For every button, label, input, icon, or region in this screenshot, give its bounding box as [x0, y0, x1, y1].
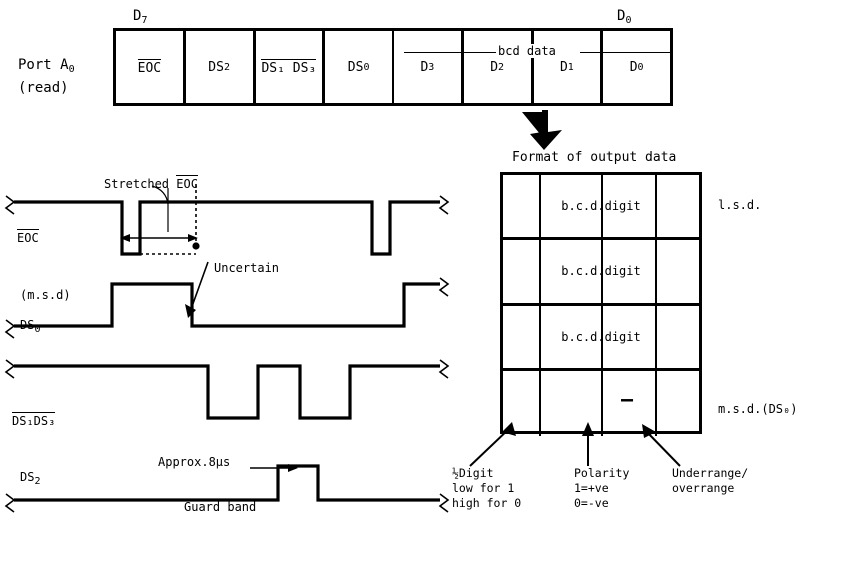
annotation-guard-band: Guard band [184, 500, 257, 514]
byte-cell-ds0-label: DS [347, 59, 364, 75]
signal-label-ds1ds3: DS₁DS₃ [12, 414, 56, 428]
output-data-format-box [500, 172, 702, 434]
waveform-eoc [6, 184, 448, 318]
byte-cell-d1-label: D [559, 59, 568, 75]
port-a-byte-map [113, 28, 673, 106]
bit-label-d0: $D_0$ [617, 8, 632, 26]
annotation-approx-8us: Approx.8µs [158, 455, 231, 469]
waveform-ds1ds3 [6, 360, 448, 418]
byte-cell-d1: D 1 [534, 31, 604, 103]
timing-waveforms [0, 170, 480, 510]
format-row-1 [503, 175, 699, 240]
format-row-3-text: b.c.d.digit [561, 329, 641, 344]
port-a-label-read: (read) [18, 80, 69, 96]
byte-cell-eoc-label: EOC [137, 60, 162, 76]
caption-underrange-overrange: Underrange/ overrange [672, 466, 749, 495]
bcd-data-label: bcd data [498, 44, 556, 58]
annotation-uncertain: Uncertain [214, 261, 280, 275]
format-side-label-lsd: l.s.d. [718, 198, 762, 212]
caption-arrows-icon [440, 418, 710, 468]
byte-cell-eoc [116, 31, 186, 103]
port-a-label-text: Port A [18, 57, 69, 73]
signal-label-ds0: $DS_0$ [20, 318, 41, 335]
flow-arrow-icon [518, 108, 578, 152]
format-side-label-msd: m.s.d.(DS₀) [718, 402, 798, 416]
byte-cell-d3-label: D [420, 59, 429, 75]
byte-cell-ds1ds3-label: DS₁ DS₃ [261, 60, 317, 76]
byte-cell-d3: D 3 [394, 31, 464, 103]
byte-cell-d0-label: D [629, 59, 638, 75]
port-a-row-label [18, 56, 75, 98]
byte-cell-ds0: DS 0 [325, 31, 394, 103]
bcd-data-bracket [404, 44, 670, 60]
format-row-1-text: b.c.d.digit [561, 199, 641, 214]
byte-cell-d2-label: D [490, 59, 499, 75]
bit-label-d7: $D_7$ [133, 8, 148, 26]
waveform-ds0 [6, 278, 448, 338]
byte-cell-ds2-label: DS [208, 59, 224, 75]
byte-cell-d0: D 0 [629, 59, 644, 75]
byte-cell-ds1ds3 [256, 31, 326, 103]
format-row-2-text: b.c.d.digit [561, 264, 641, 279]
signal-note-msd: (m.s.d) [20, 288, 71, 302]
annotation-stretched-eoc: Stretched EOC [104, 177, 198, 191]
caption-half-digit: ½Digit low for 1 high for 0 [452, 466, 522, 510]
port-a-label-sub: 0 [68, 64, 75, 75]
signal-label-ds2: $DS_2$ [20, 470, 41, 487]
polarity-minus-sign: – [621, 386, 634, 411]
format-box-title: Format of output data [512, 150, 677, 165]
byte-cell-ds2: DS 2 [186, 31, 256, 103]
format-row-3 [503, 306, 699, 371]
byte-cell-d2: D 2 [464, 31, 534, 103]
format-row-2 [503, 240, 699, 305]
caption-polarity: Polarity 1=+ve 0=-ve [574, 466, 630, 510]
signal-label-eoc: EOC [17, 231, 39, 245]
